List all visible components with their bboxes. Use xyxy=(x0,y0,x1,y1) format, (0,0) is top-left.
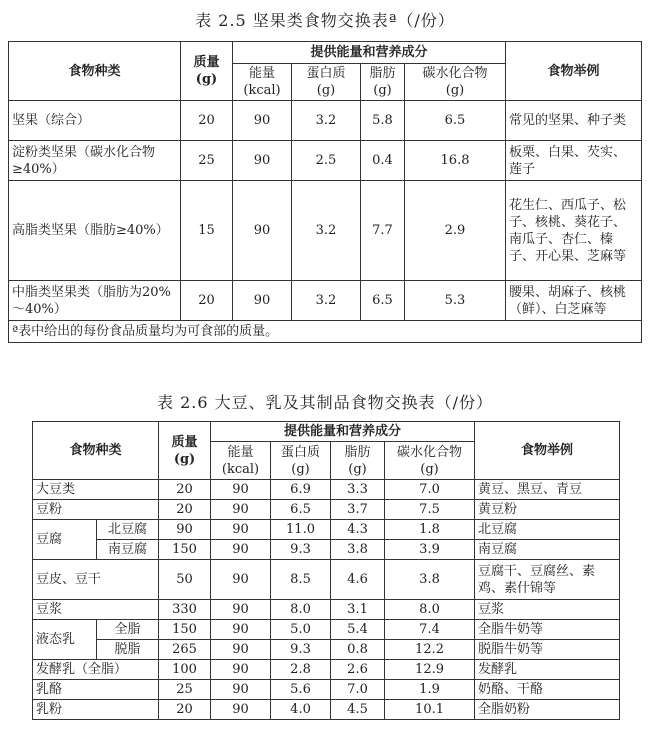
table-row xyxy=(9,141,642,181)
cell-examples: 花生仁、西瓜子、松子、核桃、葵花子、南瓜子、杏仁、榛子、开心果、芝麻等 xyxy=(506,181,642,281)
cell-energy: 90 xyxy=(211,600,271,620)
cell-fat: 6.5 xyxy=(361,281,405,321)
cell-protein: 5.6 xyxy=(271,680,331,700)
cell-energy: 90 xyxy=(211,640,271,660)
header-carb-unit: (g) xyxy=(445,83,465,98)
cell-mass: 20 xyxy=(181,101,233,141)
header-fat-unit: (g) xyxy=(373,83,392,98)
cell-examples: 腰果、胡麻子、核桃（鲜）、白芝麻等 xyxy=(506,281,642,321)
header-carb-label: 碳水化合物 xyxy=(397,444,463,460)
cell-subcategory: 北豆腐 xyxy=(97,520,159,540)
cell-mass: 20 xyxy=(159,500,211,520)
cell-energy: 90 xyxy=(211,620,271,640)
header-protein-label: 蛋白质 xyxy=(281,444,321,460)
header-carb xyxy=(405,64,506,101)
cell-protein: 6.5 xyxy=(271,500,331,520)
cell-mass: 15 xyxy=(181,181,233,281)
table-row xyxy=(33,660,620,680)
cell-fat: 4.5 xyxy=(331,700,385,720)
header-examples: 食物举例 xyxy=(475,422,620,480)
cell-mass: 20 xyxy=(181,281,233,321)
table-row xyxy=(33,520,620,540)
cell-examples: 南豆腐 xyxy=(475,540,620,560)
cell-carb: 12.2 xyxy=(385,640,475,660)
cell-energy: 90 xyxy=(211,520,271,540)
table-row xyxy=(33,560,620,600)
cell-category: 豆腐 xyxy=(33,520,97,560)
table-row xyxy=(9,281,642,321)
cell-examples: 豆浆 xyxy=(475,600,620,620)
header-mass-label: 质量 xyxy=(193,55,220,70)
table-2-5-title: 表 2.5 坚果类食物交换表ª（/份） xyxy=(195,11,455,30)
cell-examples: 常见的坚果、种子类 xyxy=(506,101,642,141)
cell-examples: 黄豆、黑豆、青豆 xyxy=(475,480,620,500)
nuts-exchange-table xyxy=(8,41,642,343)
cell-examples: 北豆腐 xyxy=(475,520,620,540)
cell-fat: 4.3 xyxy=(331,520,385,540)
cell-category: 豆粉 xyxy=(33,500,159,520)
cell-protein: 8.5 xyxy=(271,560,331,600)
cell-examples: 奶酪、干酪 xyxy=(475,680,620,700)
cell-fat: 3.1 xyxy=(331,600,385,620)
header-energy xyxy=(233,64,292,101)
cell-category: 中脂类坚果类（脂肪为20%～40%） xyxy=(9,281,181,321)
table-footnote: ª表中给出的每份食品质量均为可食部的质量。 xyxy=(9,321,642,343)
cell-carb: 6.5 xyxy=(405,101,506,141)
header-protein-unit: (g) xyxy=(316,83,336,98)
cell-carb: 2.9 xyxy=(405,181,506,281)
cell-mass: 20 xyxy=(159,700,211,720)
cell-protein: 8.0 xyxy=(271,600,331,620)
cell-carb: 5.3 xyxy=(405,281,506,321)
header-mass-unit: (g) xyxy=(195,72,218,87)
table-row xyxy=(33,600,620,620)
table-row xyxy=(33,480,620,500)
cell-carb: 1.8 xyxy=(385,520,475,540)
cell-protein: 11.0 xyxy=(271,520,331,540)
cell-examples: 发酵乳 xyxy=(475,660,620,680)
table-row xyxy=(33,500,620,520)
cell-energy: 90 xyxy=(211,660,271,680)
cell-mass: 90 xyxy=(159,520,211,540)
header-mass xyxy=(181,42,233,101)
cell-fat: 5.8 xyxy=(361,101,405,141)
cell-protein: 4.0 xyxy=(271,700,331,720)
cell-protein: 6.9 xyxy=(271,480,331,500)
cell-carb: 3.9 xyxy=(385,540,475,560)
cell-fat: 2.6 xyxy=(331,660,385,680)
cell-energy: 90 xyxy=(211,500,271,520)
cell-category: 坚果（综合） xyxy=(9,101,181,141)
header-category: 食物种类 xyxy=(33,422,159,480)
cell-protein: 3.2 xyxy=(292,181,361,281)
header-carb-unit: (g) xyxy=(420,461,439,477)
cell-carb: 3.8 xyxy=(385,560,475,600)
cell-category: 高脂类坚果（脂肪≥40%） xyxy=(9,181,181,281)
cell-mass: 100 xyxy=(159,660,211,680)
header-energy-unit: (kcal) xyxy=(221,461,260,477)
cell-category: 乳粉 xyxy=(33,700,159,720)
cell-protein: 2.5 xyxy=(292,141,361,181)
cell-mass: 25 xyxy=(159,680,211,700)
cell-mass: 50 xyxy=(159,560,211,600)
cell-fat: 0.4 xyxy=(361,141,405,181)
cell-carb: 1.9 xyxy=(385,680,475,700)
cell-energy: 90 xyxy=(233,141,292,181)
cell-mass: 150 xyxy=(159,540,211,560)
cell-carb: 8.0 xyxy=(385,600,475,620)
cell-category: 淀粉类坚果（碳水化合物≥40%） xyxy=(9,141,181,181)
cell-energy: 90 xyxy=(211,540,271,560)
cell-carb: 7.4 xyxy=(385,620,475,640)
cell-examples: 全脂奶粉 xyxy=(475,700,620,720)
cell-fat: 4.6 xyxy=(331,560,385,600)
cell-carb: 16.8 xyxy=(405,141,506,181)
cell-energy: 90 xyxy=(211,560,271,600)
table-row xyxy=(33,640,620,660)
cell-fat: 3.3 xyxy=(331,480,385,500)
cell-protein: 5.0 xyxy=(271,620,331,640)
header-energy xyxy=(211,442,271,480)
cell-protein: 9.3 xyxy=(271,540,331,560)
header-protein xyxy=(271,442,331,480)
cell-fat: 7.7 xyxy=(361,181,405,281)
header-carb-label: 碳水化合物 xyxy=(422,66,488,81)
table-row xyxy=(33,620,620,640)
cell-subcategory: 脱脂 xyxy=(97,640,159,660)
cell-carb: 7.5 xyxy=(385,500,475,520)
cell-carb: 12.9 xyxy=(385,660,475,680)
header-fat-label: 脂肪 xyxy=(369,66,396,81)
header-nutrients-group: 提供能量和营养成分 xyxy=(233,42,506,64)
cell-energy: 90 xyxy=(211,480,271,500)
table-row xyxy=(33,680,620,700)
header-mass xyxy=(159,422,211,480)
cell-mass: 150 xyxy=(159,620,211,640)
cell-fat: 5.4 xyxy=(331,620,385,640)
cell-mass: 25 xyxy=(181,141,233,181)
header-mass-unit: (g) xyxy=(173,451,196,467)
table-row xyxy=(33,700,620,720)
cell-category: 大豆类 xyxy=(33,480,159,500)
cell-examples: 板栗、白果、芡实、莲子 xyxy=(506,141,642,181)
cell-examples: 黄豆粉 xyxy=(475,500,620,520)
cell-category: 乳酪 xyxy=(33,680,159,700)
cell-energy: 90 xyxy=(233,181,292,281)
cell-category: 液态乳 xyxy=(33,620,97,660)
cell-category: 豆皮、豆干 xyxy=(33,560,159,600)
cell-energy: 90 xyxy=(233,281,292,321)
table-row xyxy=(9,181,642,281)
header-carb xyxy=(385,442,475,480)
cell-fat: 0.8 xyxy=(331,640,385,660)
header-protein-label: 蛋白质 xyxy=(306,66,346,81)
cell-category: 豆浆 xyxy=(33,600,159,620)
cell-energy: 90 xyxy=(211,700,271,720)
cell-fat: 3.7 xyxy=(331,500,385,520)
header-energy-label: 能量 xyxy=(248,66,275,81)
cell-carb: 7.0 xyxy=(385,480,475,500)
cell-subcategory: 南豆腐 xyxy=(97,540,159,560)
header-nutrients-group: 提供能量和营养成分 xyxy=(211,422,475,442)
cell-category: 发酵乳（全脂） xyxy=(33,660,159,680)
header-energy-unit: (kcal) xyxy=(243,83,281,98)
header-energy-label: 能量 xyxy=(227,444,254,460)
table-row xyxy=(9,101,642,141)
header-fat-unit: (g) xyxy=(348,461,367,477)
table-2-6-title: 表 2.6 大豆、乳及其制品食物交换表（/份） xyxy=(156,393,493,412)
cell-energy: 90 xyxy=(211,680,271,700)
cell-protein: 3.2 xyxy=(292,101,361,141)
table-row xyxy=(33,540,620,560)
cell-mass: 20 xyxy=(159,480,211,500)
cell-examples: 豆腐干、豆腐丝、素鸡、素什锦等 xyxy=(475,560,620,600)
header-fat xyxy=(331,442,385,480)
cell-carb: 10.1 xyxy=(385,700,475,720)
cell-fat: 3.8 xyxy=(331,540,385,560)
cell-mass: 265 xyxy=(159,640,211,660)
cell-protein: 3.2 xyxy=(292,281,361,321)
cell-examples: 脱脂牛奶等 xyxy=(475,640,620,660)
cell-fat: 7.0 xyxy=(331,680,385,700)
cell-examples: 全脂牛奶等 xyxy=(475,620,620,640)
cell-mass: 330 xyxy=(159,600,211,620)
header-protein xyxy=(292,64,361,101)
header-fat-label: 脂肪 xyxy=(344,444,371,460)
cell-energy: 90 xyxy=(233,101,292,141)
header-fat xyxy=(361,64,405,101)
soy-dairy-exchange-table xyxy=(32,421,620,720)
cell-subcategory: 全脂 xyxy=(97,620,159,640)
header-examples: 食物举例 xyxy=(506,42,642,101)
cell-protein: 9.3 xyxy=(271,640,331,660)
header-category: 食物种类 xyxy=(9,42,181,101)
header-protein-unit: (g) xyxy=(291,461,310,477)
header-mass-label: 质量 xyxy=(171,434,198,450)
cell-protein: 2.8 xyxy=(271,660,331,680)
